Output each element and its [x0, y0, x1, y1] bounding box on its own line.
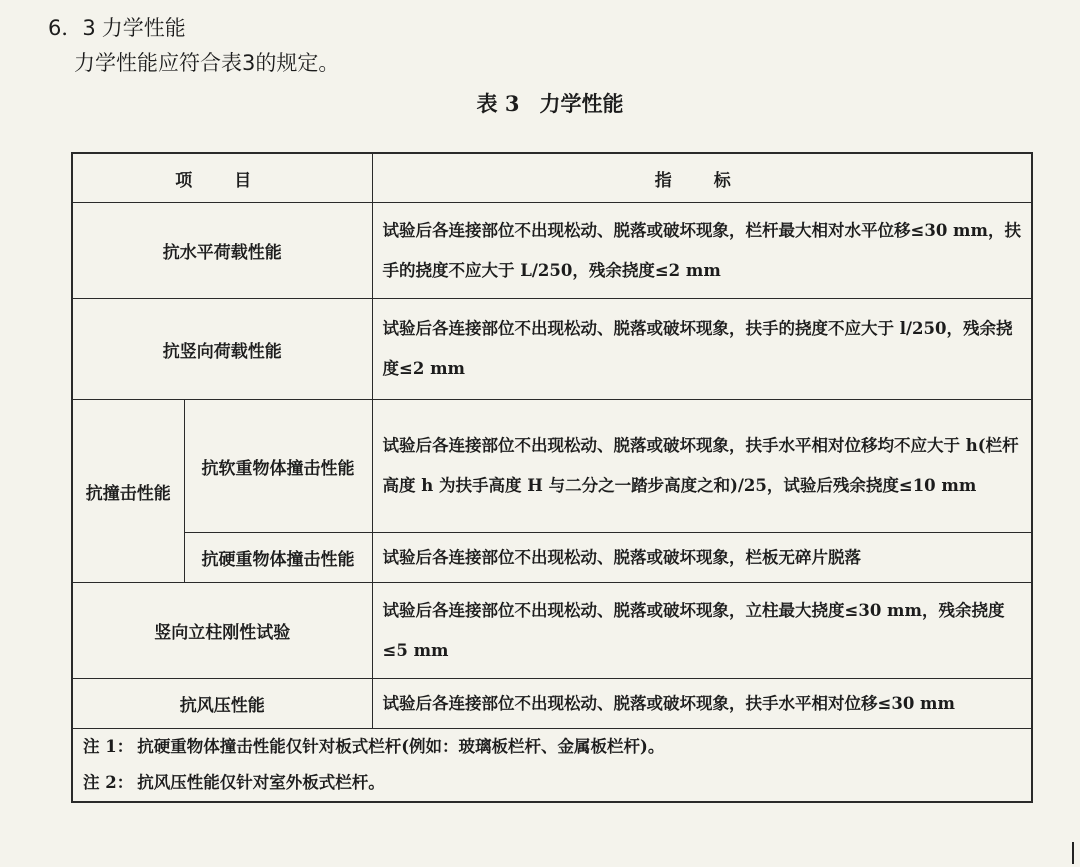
row-indicator: 试验后各连接部位不出现松动、脱落或破坏现象，栏杆最大相对水平位移≤30 mm，扶手的挠度不应大于 L/250，残余挠度≤2 mm	[372, 203, 1032, 299]
cursor-bar	[1072, 842, 1074, 864]
row-item: 抗竖向荷载性能	[72, 299, 372, 400]
table-row	[72, 679, 1032, 729]
table-notes	[72, 729, 1032, 803]
row-item: 抗软重物体撞击性能	[184, 400, 372, 533]
note-1	[83, 729, 1021, 765]
row-indicator: 试验后各连接部位不出现松动、脱落或破坏现象，立柱最大挠度≤30 mm，残余挠度≤5 mm	[372, 583, 1032, 679]
table-caption	[0, 88, 1080, 118]
section-number: 6．3	[48, 16, 96, 40]
note-label: 注 2：	[83, 773, 134, 792]
table-caption-title: 力学性能	[539, 91, 624, 116]
row-group: 抗撞击性能	[72, 400, 184, 583]
table-row	[72, 299, 1032, 400]
row-item: 抗风压性能	[72, 679, 372, 729]
table-row	[72, 203, 1032, 299]
table-row	[72, 583, 1032, 679]
table-row	[72, 533, 1032, 583]
intro-paragraph: 力学性能应符合表3的规定。	[74, 51, 340, 75]
section-title: 力学性能	[101, 16, 186, 40]
row-indicator: 试验后各连接部位不出现松动、脱落或破坏现象，栏板无碎片脱落	[372, 533, 1032, 583]
row-indicator: 试验后各连接部位不出现松动、脱落或破坏现象，扶手的挠度不应大于 l/250，残余挠度≤2 mm	[372, 299, 1032, 400]
header-item: 项 目	[72, 153, 372, 203]
notes-row	[72, 729, 1032, 803]
row-item: 竖向立柱刚性试验	[72, 583, 372, 679]
table-header-row	[72, 153, 1032, 203]
row-indicator: 试验后各连接部位不出现松动、脱落或破坏现象，扶手水平相对位移均不应大于 h(栏杆高度 h 为扶手高度 H 与二分之一踏步高度之和)/25，试验后残余挠度≤10 mm	[372, 400, 1032, 533]
row-item: 抗水平荷载性能	[72, 203, 372, 299]
section-heading	[48, 12, 186, 42]
note-text: 抗风压性能仅针对室外板式栏杆。	[137, 773, 385, 792]
row-indicator: 试验后各连接部位不出现松动、脱落或破坏现象，扶手水平相对位移≤30 mm	[372, 679, 1032, 729]
header-indicator: 指 标	[372, 153, 1032, 203]
table-row	[72, 400, 1032, 533]
note-label: 注 1：	[83, 737, 134, 756]
mechanical-properties-table	[71, 152, 1033, 803]
row-item: 抗硬重物体撞击性能	[184, 533, 372, 583]
note-2	[83, 765, 1021, 801]
note-text: 抗硬重物体撞击性能仅针对板式栏杆(例如：玻璃板栏杆、金属板栏杆)。	[137, 737, 665, 756]
table-caption-number: 表 3	[476, 91, 520, 116]
